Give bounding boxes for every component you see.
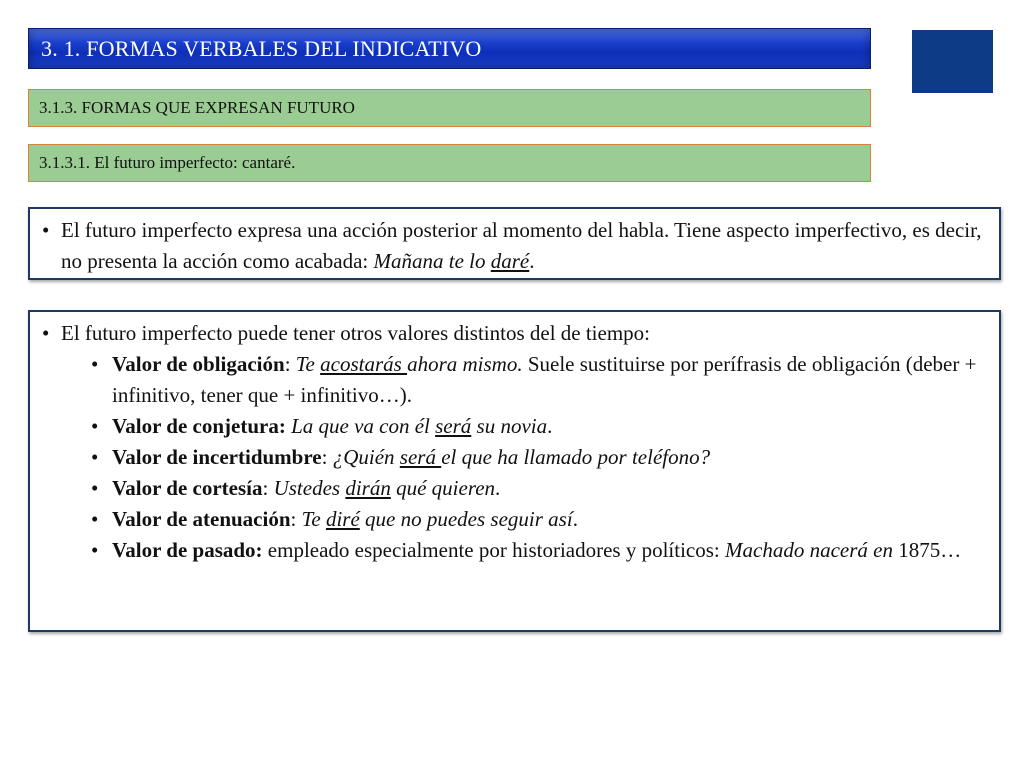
corner-decoration <box>912 30 993 93</box>
values-intro: • El futuro imperfecto puede tener otros valores distintos del de tiempo: <box>30 318 999 349</box>
value-obligacion: • Valor de obligación: Te acostarás ahora mismo. Suele sustituirse por perífrasis de obligación (deber + infinitivo, tener que + infinitivo…). <box>30 349 999 411</box>
slide-title-bar <box>28 28 871 69</box>
value-pasado: • Valor de pasado: empleado especialmente por historiadores y políticos: Machado nacerá en 1875… <box>30 535 999 566</box>
value-atenuacion: • Valor de atenuación: Te diré que no puedes seguir así. <box>30 504 999 535</box>
value-incertidumbre: • Valor de incertidumbre: ¿Quién será el que ha llamado por teléfono? <box>30 442 999 473</box>
value-conjetura: • Valor de conjetura: La que va con él será su novia. <box>30 411 999 442</box>
definition-box <box>28 207 1001 280</box>
value-cortesia: • Valor de cortesía: Ustedes dirán qué quieren. <box>30 473 999 504</box>
definition-item: • El futuro imperfecto expresa una acción posterior al momento del habla. Tiene aspecto imperfectivo, es decir, no presenta la acción como acabada: Mañana te lo daré. <box>30 215 999 277</box>
subtitle-bar-2 <box>28 144 871 182</box>
subtitle-2: 3.1.3.1. El futuro imperfecto: cantaré. <box>39 153 296 172</box>
values-box <box>28 310 1001 632</box>
subtitle-1: 3.1.3. FORMAS QUE EXPRESAN FUTURO <box>39 98 355 117</box>
slide-title: 3. 1. FORMAS VERBALES DEL INDICATIVO <box>41 35 482 61</box>
subtitle-bar-1 <box>28 89 871 127</box>
